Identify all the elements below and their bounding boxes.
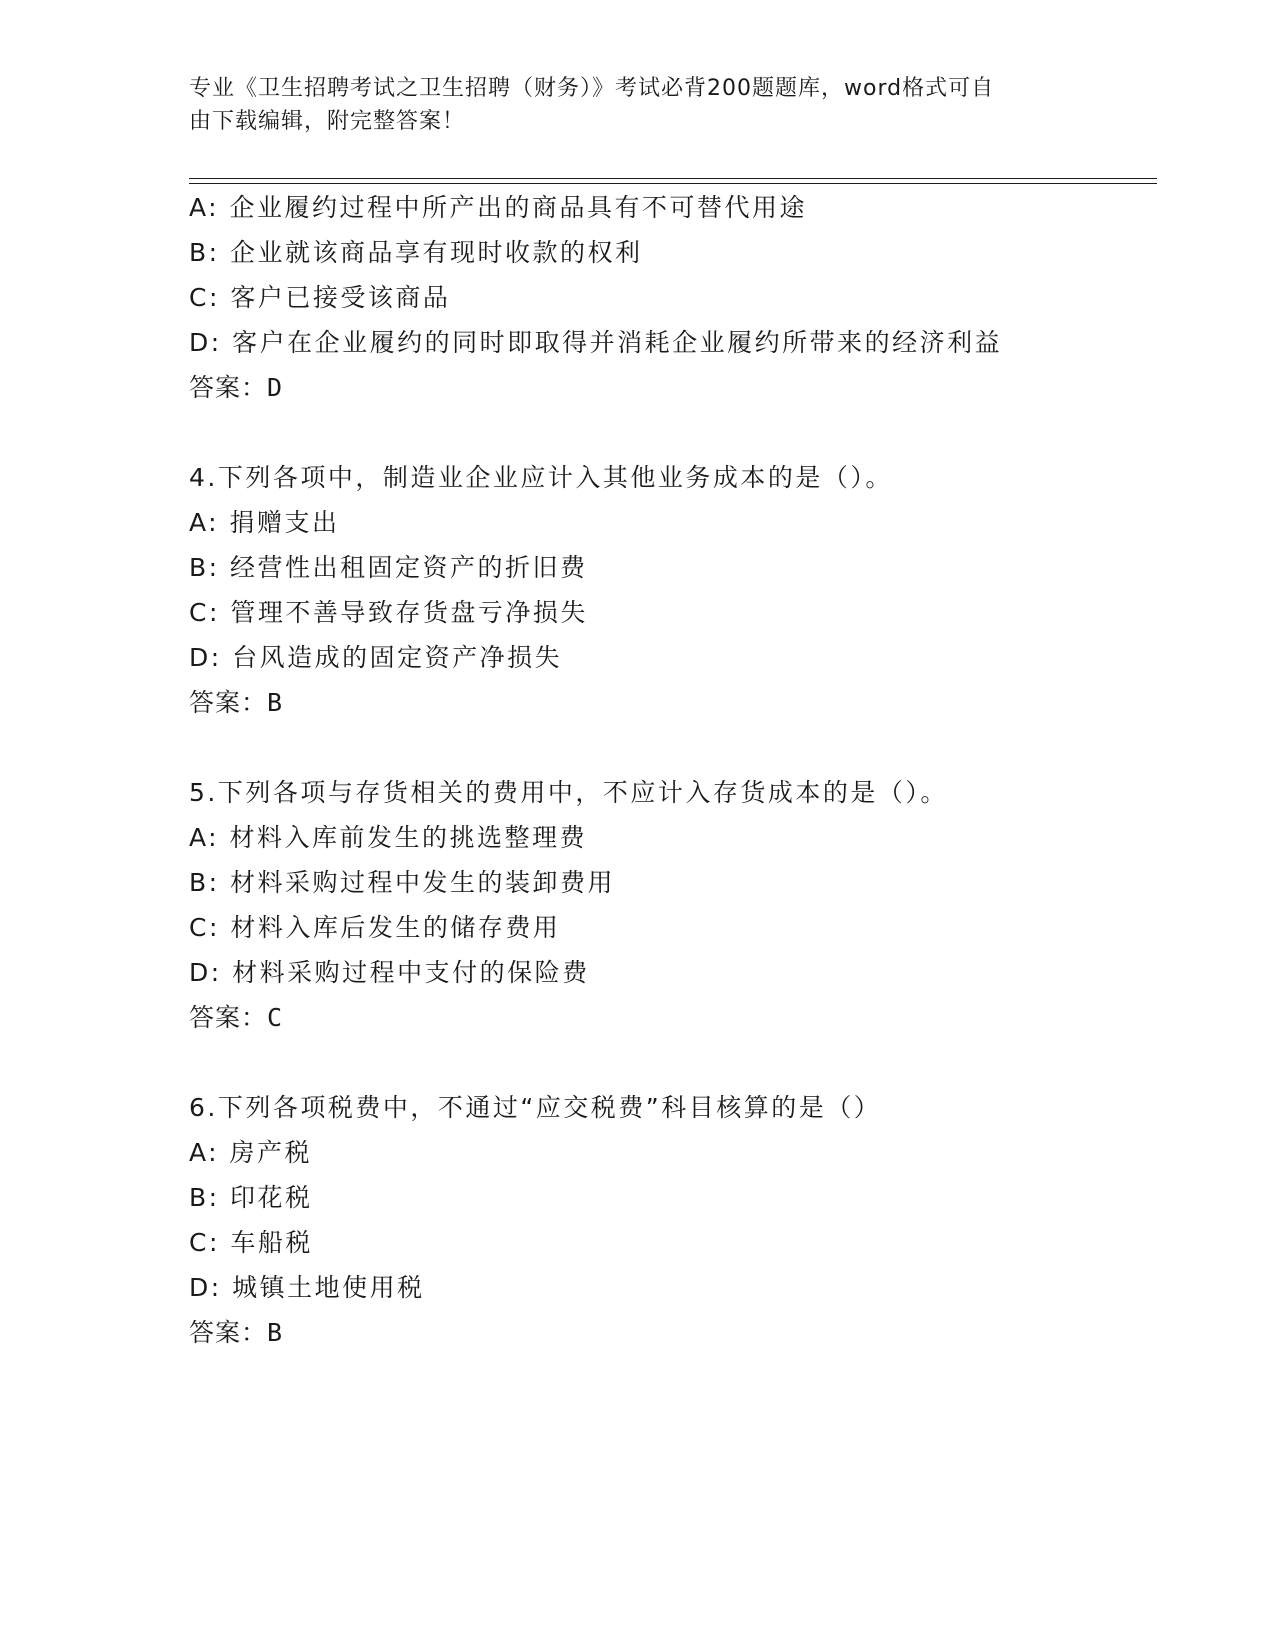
q4-answer-value: B [267, 688, 283, 717]
q4-question: 4.下列各项中，制造业企业应计入其他业务成本的是（）。 [189, 463, 893, 492]
q4-option-c: C: 管理不善导致存货盘亏净损失 [189, 598, 588, 627]
q3-answer-value: D [267, 373, 283, 402]
header-line-2: 由下载编辑，附完整答案！ [189, 109, 466, 134]
q4-option-b: B: 经营性出租固定资产的折旧费 [189, 553, 588, 582]
q6-option-c: C: 车船税 [189, 1228, 313, 1257]
q5-option-d: D: 材料采购过程中支付的保险费 [189, 958, 590, 987]
q6-option-b: B: 印花税 [189, 1183, 313, 1212]
q5-question: 5.下列各项与存货相关的费用中，不应计入存货成本的是（）。 [189, 778, 948, 807]
header-line-1: 专业《卫生招聘考试之卫生招聘（财务）》考试必背200题题库，word格式可自 [189, 76, 995, 101]
header-divider-top [189, 178, 1157, 179]
q6-option-a: A: 房产税 [189, 1138, 313, 1167]
q4-answer-label: 答案： [189, 688, 268, 717]
q4-option-a: A: 捐赠支出 [189, 508, 340, 537]
q3-answer [189, 370, 282, 406]
document-header [189, 72, 1069, 138]
q3-option-b: B: 企业就该商品享有现时收款的权利 [189, 238, 643, 267]
q5-answer-label: 答案： [189, 1003, 268, 1032]
q5-option-c: C: 材料入库后发生的储存费用 [189, 913, 561, 942]
q3-answer-label: 答案： [189, 373, 268, 402]
header-divider-bottom [189, 183, 1157, 184]
q3-option-c: C: 客户已接受该商品 [189, 283, 451, 312]
q5-answer [189, 1000, 282, 1036]
q6-answer-value: B [267, 1318, 283, 1347]
q4-option-d: D: 台风造成的固定资产净损失 [189, 643, 563, 672]
q6-question: 6.下列各项税费中，不通过“应交税费”科目核算的是（） [189, 1093, 882, 1122]
q5-option-b: B: 材料采购过程中发生的装卸费用 [189, 868, 616, 897]
q3-option-d: D: 客户在企业履约的同时即取得并消耗企业履约所带来的经济利益 [189, 328, 1003, 357]
q6-option-d: D: 城镇土地使用税 [189, 1273, 425, 1302]
q6-answer-label: 答案： [189, 1318, 268, 1347]
q5-option-a: A: 材料入库前发生的挑选整理费 [189, 823, 588, 852]
q5-answer-value: C [267, 1003, 283, 1032]
q3-option-a: A: 企业履约过程中所产出的商品具有不可替代用途 [189, 193, 808, 222]
q6-answer [189, 1315, 282, 1351]
q4-answer [189, 685, 282, 721]
